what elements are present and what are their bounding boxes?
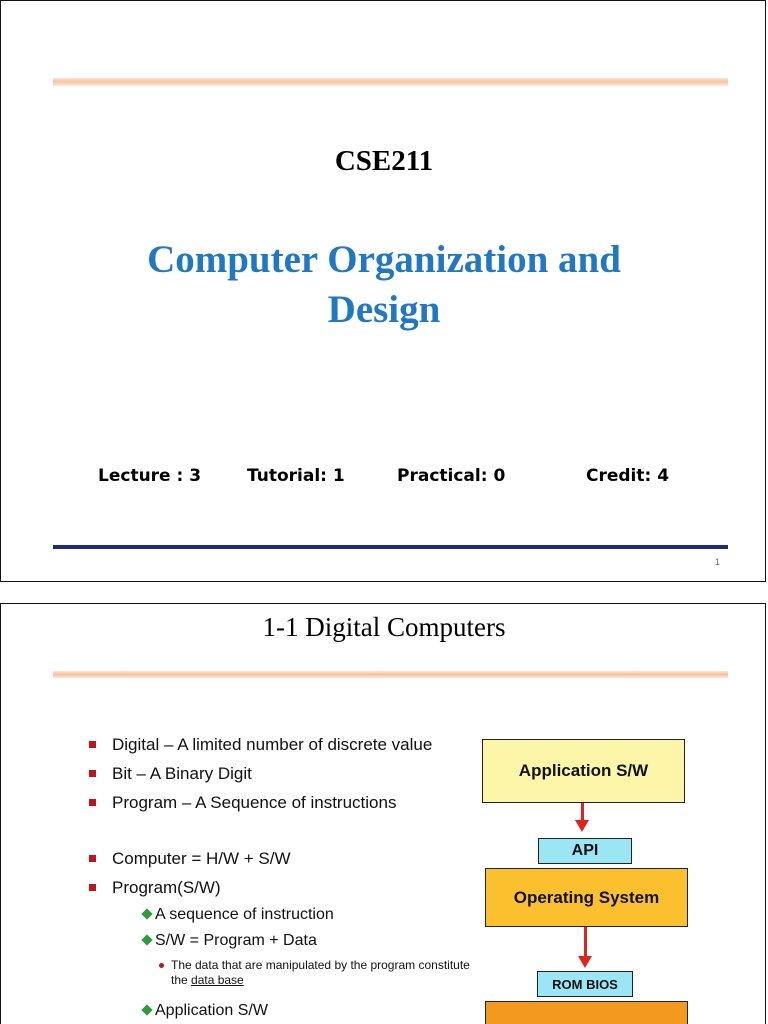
course-title: Computer Organization and Design bbox=[147, 238, 621, 331]
arrow-down-icon bbox=[584, 927, 587, 959]
api-box: API bbox=[538, 838, 632, 864]
arrow-head-icon bbox=[575, 820, 589, 832]
arrow-head-icon bbox=[578, 956, 592, 968]
square-bullet-icon bbox=[89, 770, 96, 777]
square-bullet-icon bbox=[89, 884, 96, 891]
slide-title: 1-1 Digital Computers bbox=[262, 612, 506, 642]
bottom-divider-bar bbox=[53, 545, 728, 549]
rom-bios-box: ROM BIOS bbox=[537, 971, 633, 997]
hardware-box bbox=[485, 1001, 688, 1024]
square-bullet-icon bbox=[89, 855, 96, 862]
course-meta-row bbox=[1, 466, 766, 490]
operating-system-box: Operating System bbox=[485, 868, 688, 927]
tutorial-hours: Tutorial: 1 bbox=[247, 466, 345, 486]
data-base-term: data base bbox=[191, 973, 244, 987]
page-number: 1 bbox=[715, 557, 721, 567]
square-bullet-icon bbox=[89, 799, 96, 806]
diamond-bullet-icon bbox=[141, 908, 152, 919]
practical-hours: Practical: 0 bbox=[397, 466, 506, 486]
title-divider-bar bbox=[53, 671, 728, 678]
content-slide: 1-1 Digital Computers Digital – A limited number of discrete value Bit – A Binary Digit Program – A Sequence of instructions Computer = H/W + S/W Program(S/W) A sequence of instruction S/W = Program + Data The data that are manipulated by the program constitute the data base Application S/W Application S/W API Operating System ROM BIOS bbox=[0, 603, 766, 1024]
lecture-hours: Lecture : 3 bbox=[98, 466, 202, 486]
course-code: CSE211 bbox=[334, 145, 434, 177]
credits: Credit: 4 bbox=[586, 466, 670, 486]
application-sw-box: Application S/W bbox=[482, 739, 685, 803]
top-divider-bar bbox=[53, 78, 728, 86]
dot-bullet-icon bbox=[159, 963, 164, 968]
square-bullet-icon bbox=[89, 741, 96, 748]
diamond-bullet-icon bbox=[141, 1004, 152, 1015]
diamond-bullet-icon bbox=[141, 934, 152, 945]
detail-text: The data that are manipulated by the program constitute the bbox=[171, 958, 470, 987]
